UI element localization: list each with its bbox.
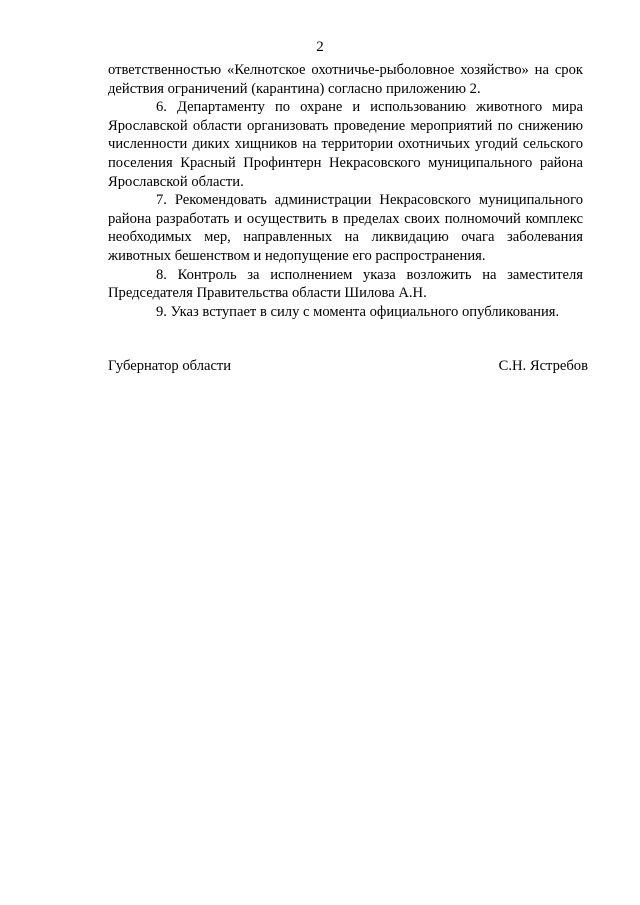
paragraph-item-7: 7. Рекомендовать администрации Некрасовского муниципального района разработать и осуществить в пределах своих полномочий комплекс необходимых мер, направленных на ликвидацию очага заболевания животных бешенством и недопущение его распространения.: [108, 192, 583, 264]
paragraph-item-9: 9. Указ вступает в силу с момента официального опубликования.: [156, 303, 560, 320]
document-body: [108, 61, 583, 321]
page-number: 2: [316, 39, 324, 55]
signatory-position: Губернатор области: [108, 358, 232, 374]
paragraph-item-8: 8. Контроль за исполнением указа возложить на заместителя Председателя Правительства области Шилова А.Н.: [108, 266, 583, 302]
paragraph-continuation: ответственностью «Келнотское охотничье-рыболовное хозяйство» на срок действия ограничений (карантина) согласно приложению 2.: [108, 62, 583, 97]
paragraph-item-6: 6. Департаменту по охране и использованию животного мира Ярославской области организовать проведение мероприятий по снижению численности диких хищников на территории охотничьих угодий сельского поселения Красный Профинтерн Некрасовского муниципального района Ярославской области.: [108, 99, 583, 190]
signatory-name: С.Н. Ястребов: [498, 358, 588, 374]
